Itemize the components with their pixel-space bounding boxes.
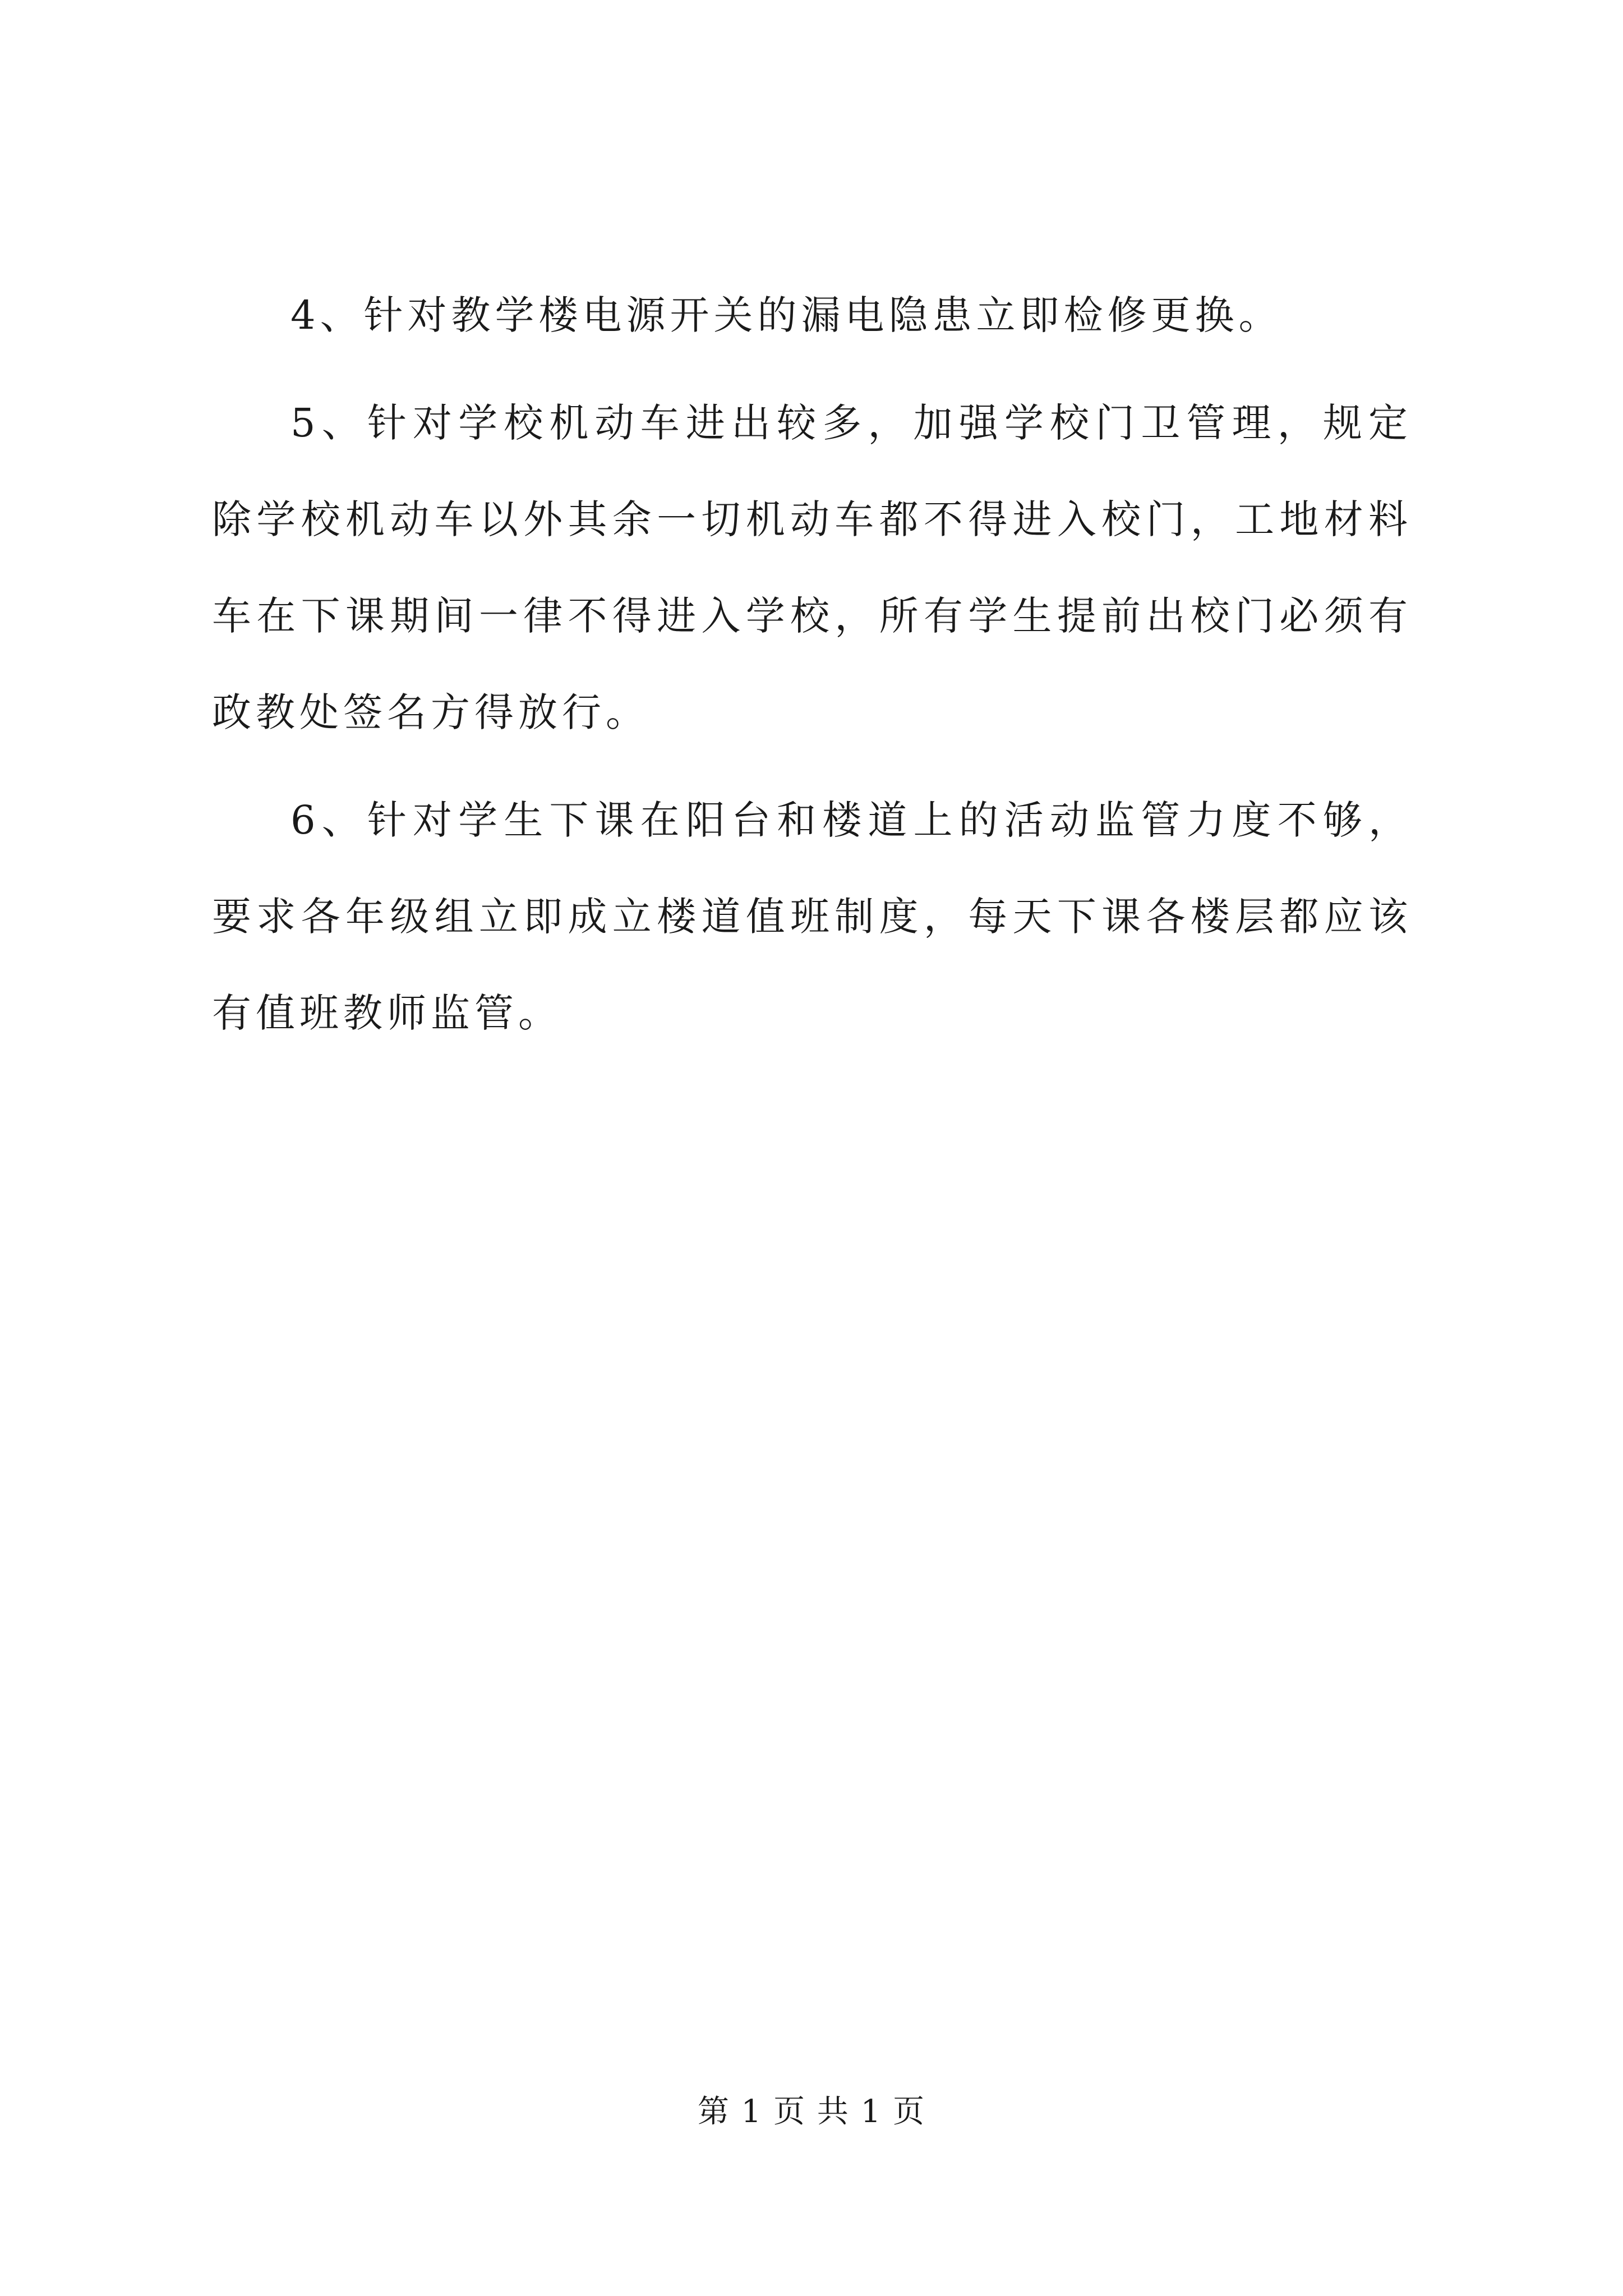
page-footer: [0, 2090, 1623, 2134]
paragraph-item-6: 6、针对学生下课在阳台和楼道上的活动监管力度不够，要求各年级组立即成立楼道值班制度，每天下课各楼层都应该有值班教师监管。: [212, 797, 1412, 1036]
paragraph-item-4: 4、针对教学楼电源开关的漏电隐患立即检修更换。: [291, 292, 1283, 338]
paragraph-item-5: 5、针对学校机动车进出较多，加强学校门卫管理，规定除学校机动车以外其余一切机动车都不得进入校门，工地材料车在下课期间一律不得进入学校，所有学生提前出校门必须有政教处签名方得放行。: [212, 400, 1412, 735]
document-body: [212, 267, 1412, 1073]
page-number-label: 第 1 页 共 1 页: [697, 2093, 926, 2130]
